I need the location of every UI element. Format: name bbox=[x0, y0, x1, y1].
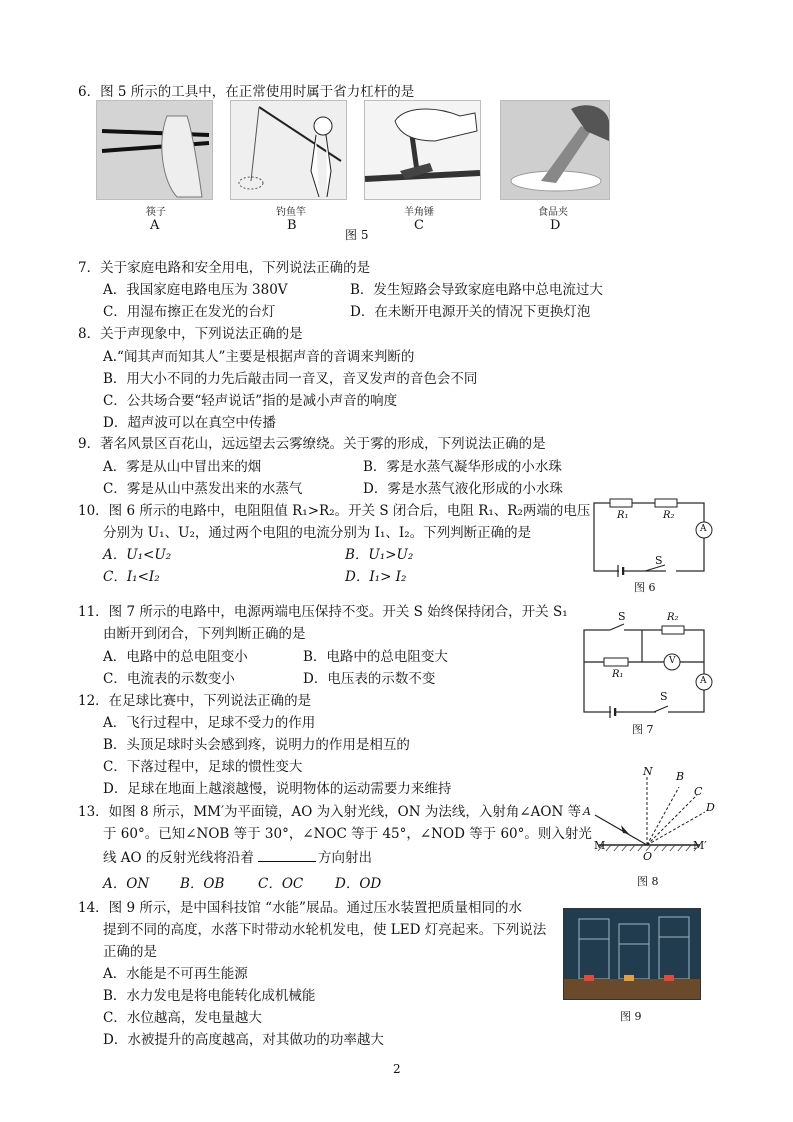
q12-option-b[interactable]: B．头顶足球时头会感到疼，说明力的作用是相互的 bbox=[103, 737, 410, 753]
page-number: 2 bbox=[393, 1062, 401, 1076]
fig8-n-label: N bbox=[643, 765, 653, 778]
q6-letter-a: A bbox=[150, 218, 160, 233]
q10-line-2: 分别为 U₁、U₂，通过两个电阻的电流分别为 I₁、I₂。下列判断正确的是 bbox=[103, 525, 532, 541]
q14-option-c[interactable]: C．水位越高，发电量越大 bbox=[103, 1010, 262, 1026]
q9-option-d[interactable]: D．雾是水蒸气液化形成的小水珠 bbox=[363, 481, 563, 497]
fig8-m-prime-label: M′ bbox=[693, 839, 707, 852]
q14-line-1: 14．图 9 所示，是中国科技馆 “水能”展品。通过压水装置把质量相同的水 bbox=[78, 900, 522, 916]
q11-option-d[interactable]: D．电压表的示数不变 bbox=[303, 671, 436, 687]
q14-option-b[interactable]: B．水力发电是将电能转化成机械能 bbox=[103, 988, 316, 1004]
figure-7-circuit bbox=[580, 615, 720, 720]
q8-stem: 8．关于声现象中，下列说法正确的是 bbox=[78, 326, 303, 342]
fig7-ammeter-label: A bbox=[700, 676, 707, 686]
fig8-a-label: A bbox=[583, 805, 591, 818]
q11-line-1: 11．图 7 所示的电路中，电源两端电压保持不变。开关 S 始终保持闭合，开关 S₁ bbox=[78, 604, 568, 620]
fig7-r1-label: R₁ bbox=[612, 669, 624, 680]
q6-caption-a: 筷子 bbox=[146, 207, 166, 218]
q8-option-b[interactable]: B．用大小不同的力先后敲击同一音叉，音叉发声的音色会不同 bbox=[103, 371, 478, 387]
q10-option-b[interactable]: B．U₁>U₂ bbox=[345, 547, 414, 563]
q6-caption-b: 钓鱼竿 bbox=[276, 207, 306, 218]
q13-line-2: 于 60°。已知∠NOB 等于 30°，∠NOC 等于 45°，∠NOD 等于 60°。则入射光 bbox=[103, 826, 592, 842]
q10-option-c[interactable]: C．I₁<I₂ bbox=[103, 569, 160, 585]
q6-letter-d: D bbox=[550, 218, 561, 233]
q6-letter-c: C bbox=[414, 218, 424, 233]
q12-option-a[interactable]: A．飞行过程中，足球不受力的作用 bbox=[103, 715, 316, 731]
figure-6-label: 图 6 bbox=[634, 581, 656, 594]
chopsticks-image bbox=[96, 100, 213, 200]
q7-stem: 7．关于家庭电路和安全用电，下列说法正确的是 bbox=[78, 260, 371, 276]
q9-option-a[interactable]: A．雾是从山中冒出来的烟 bbox=[103, 459, 262, 475]
q13-line-3b: 方向射出 bbox=[318, 850, 372, 866]
q10-option-d[interactable]: D．I₁> I₂ bbox=[345, 569, 407, 585]
q13-line-3a: 线 AO 的反射光线将沿着 bbox=[103, 850, 254, 866]
q13-option-b[interactable]: B．OB bbox=[180, 876, 225, 892]
q9-stem: 9．著名风景区百花山，远远望去云雾缭绕。关于雾的形成，下列说法正确的是 bbox=[78, 436, 546, 452]
q6-caption-d: 食品夹 bbox=[538, 207, 568, 218]
fishing-rod-image bbox=[230, 100, 347, 200]
fig6-r1-label: R₁ bbox=[617, 510, 629, 521]
q13-option-d[interactable]: D．OD bbox=[335, 876, 382, 892]
fig7-s1-label: S bbox=[618, 610, 626, 623]
q13-answer-blank[interactable] bbox=[258, 846, 316, 862]
q8-option-c[interactable]: C．公共场合要“轻声说话”指的是减小声音的响度 bbox=[103, 393, 398, 409]
q13-option-a[interactable]: A．ON bbox=[103, 876, 150, 892]
fig6-r2-label: R₂ bbox=[663, 510, 675, 521]
food-tongs-image bbox=[500, 100, 610, 200]
q9-option-b[interactable]: B．雾是水蒸气凝华形成的小水珠 bbox=[363, 459, 562, 475]
q8-option-d[interactable]: D．超声波可以在真空中传播 bbox=[103, 415, 276, 431]
water-energy-exhibit-image bbox=[563, 908, 701, 1000]
figure-7-label: 图 7 bbox=[632, 723, 654, 736]
q10-option-a[interactable]: A．U₁<U₂ bbox=[103, 547, 172, 563]
q9-option-c[interactable]: C．雾是从山中蒸发出来的水蒸气 bbox=[103, 481, 303, 497]
q14-line-3: 正确的是 bbox=[103, 944, 157, 960]
q6-caption-c: 羊角锤 bbox=[404, 207, 434, 218]
claw-hammer-image bbox=[364, 100, 481, 200]
q13-line-1: 13．如图 8 所示，MM′为平面镜，AO 为入射光线，ON 为法线，入射角∠AON 等 bbox=[78, 804, 582, 820]
q12-stem: 12．在足球比赛中，下列说法正确的是 bbox=[78, 693, 312, 709]
q11-option-b[interactable]: B．电路中的总电阻变大 bbox=[303, 649, 448, 665]
q7-option-a[interactable]: A．我国家庭电路电压为 380V bbox=[103, 282, 288, 298]
fig7-s-label: S bbox=[660, 690, 668, 703]
q14-option-d[interactable]: D．水被提升的高度越高，对其做功的功率越大 bbox=[103, 1032, 384, 1048]
figure-5-label: 图 5 bbox=[345, 228, 369, 242]
fig8-m-label: M bbox=[594, 839, 606, 852]
q12-option-c[interactable]: C．下落过程中，足球的惯性变大 bbox=[103, 759, 303, 775]
fig8-o-label: O bbox=[643, 850, 653, 863]
q11-option-a[interactable]: A．电路中的总电阻变小 bbox=[103, 649, 248, 665]
q7-option-c[interactable]: C．用湿布擦正在发光的台灯 bbox=[103, 304, 276, 320]
q6-letter-b: B bbox=[287, 218, 297, 233]
q13-option-c[interactable]: C．OC bbox=[258, 876, 304, 892]
q8-option-a[interactable]: A.“闻其声而知其人”主要是根据声音的音调来判断的 bbox=[103, 349, 415, 365]
q10-line-1: 10．图 6 所示的电路中，电阻阻值 R₁>R₂。开关 S 闭合后，电阻 R₁、R₂两端的电压 bbox=[78, 503, 591, 519]
figure-9-label: 图 9 bbox=[620, 1010, 642, 1023]
fig7-voltmeter-label: V bbox=[669, 656, 676, 666]
q14-option-a[interactable]: A．水能是不可再生能源 bbox=[103, 966, 248, 982]
q11-option-c[interactable]: C．电流表的示数变小 bbox=[103, 671, 235, 687]
q7-option-b[interactable]: B．发生短路会导致家庭电路中总电流过大 bbox=[350, 282, 603, 298]
fig7-r2-label: R₂ bbox=[667, 612, 679, 623]
fig8-c-label: C bbox=[694, 785, 703, 798]
q11-line-2: 由断开到闭合，下列判断正确的是 bbox=[103, 626, 306, 642]
q6-stem: 6．图 5 所示的工具中，在正常使用时属于省力杠杆的是 bbox=[78, 84, 415, 100]
figure-8-label: 图 8 bbox=[637, 875, 659, 888]
fig6-switch-label: S bbox=[655, 554, 663, 567]
q12-option-d[interactable]: D．足球在地面上越滚越慢，说明物体的运动需要力来维持 bbox=[103, 781, 452, 797]
fig8-d-label: D bbox=[706, 801, 715, 814]
fig8-b-label: B bbox=[676, 770, 685, 783]
fig6-ammeter-label: A bbox=[700, 524, 707, 534]
q14-line-2: 提到不同的高度，水落下时带动水轮机发电，使 LED 灯亮起来。下列说法 bbox=[103, 922, 547, 938]
q7-option-d[interactable]: D．在未断开电源开关的情况下更换灯泡 bbox=[350, 304, 591, 320]
